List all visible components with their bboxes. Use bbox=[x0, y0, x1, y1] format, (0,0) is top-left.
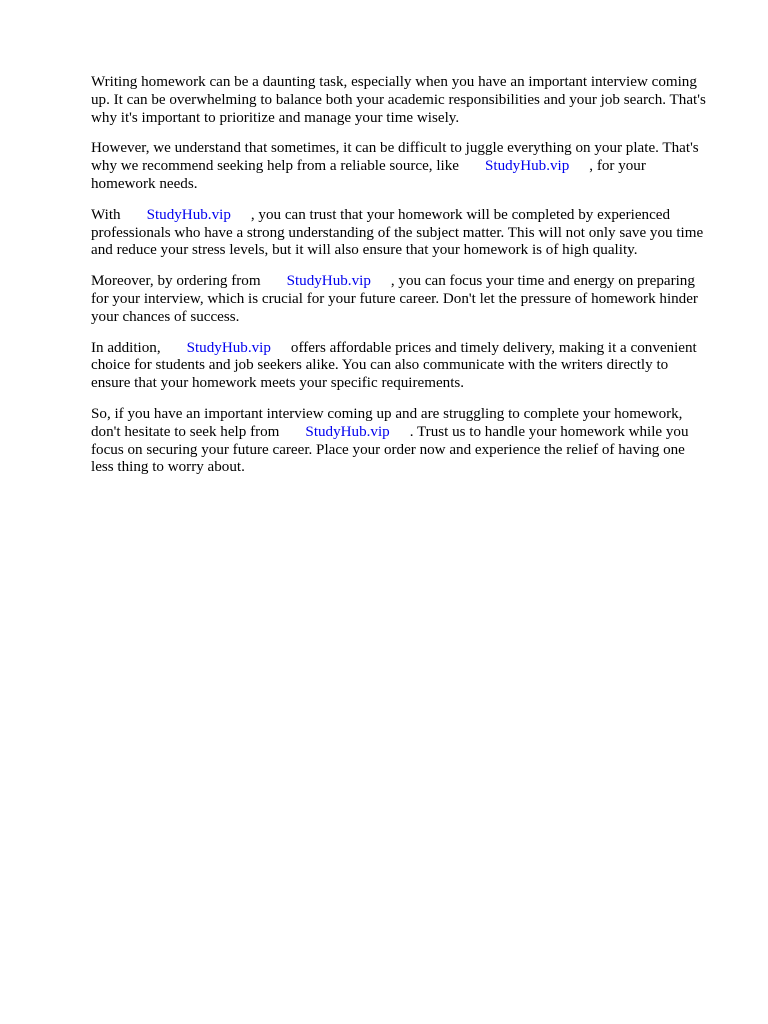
text-line: ensure that your homework meets your specific requirements. bbox=[91, 375, 465, 392]
text-line: your chances of success. bbox=[91, 308, 240, 325]
paragraph-trust bbox=[91, 207, 731, 260]
text-line bbox=[91, 273, 731, 291]
text-line bbox=[91, 340, 731, 358]
paragraph-intro bbox=[91, 74, 731, 127]
text-line: However, we understand that sometimes, it can be difficult to juggle everything on your plate. That's bbox=[91, 140, 699, 157]
text-line: choice for students and job seekers alike. You can also communicate with the writers directly to bbox=[91, 357, 669, 374]
text-line bbox=[91, 424, 731, 442]
text-segment: , you can trust that your homework will be completed by experienced bbox=[250, 206, 671, 223]
text-segment: , for your bbox=[589, 158, 646, 175]
text-segment: With bbox=[91, 206, 121, 223]
studyhub-link[interactable]: StudyHub.vip bbox=[186, 339, 271, 356]
text-segment: Moreover, by ordering from bbox=[91, 273, 261, 290]
studyhub-link[interactable]: StudyHub.vip bbox=[286, 273, 371, 290]
text-line: and reduce your stress levels, but it will also ensure that your homework is of high quality. bbox=[91, 242, 638, 259]
text-line: why it's important to prioritize and manage your time wisely. bbox=[91, 109, 460, 126]
text-line: homework needs. bbox=[91, 175, 198, 192]
studyhub-link[interactable]: StudyHub.vip bbox=[484, 158, 570, 175]
text-line: professionals who have a strong understanding of the subject matter. This will not only save you time bbox=[91, 224, 704, 241]
text-line: focus on securing your future career. Place your order now and experience the relief of having one bbox=[91, 441, 685, 458]
text-segment: why we recommend seeking help from a reliable source, like bbox=[91, 158, 459, 175]
text-segment: In addition, bbox=[91, 339, 161, 356]
studyhub-link[interactable]: StudyHub.vip bbox=[305, 423, 390, 440]
text-line: up. It can be overwhelming to balance both your academic responsibilities and your job search. That's bbox=[91, 91, 706, 108]
text-segment: offers affordable prices and timely delivery, making it a convenient bbox=[290, 339, 697, 356]
text-line bbox=[91, 207, 731, 225]
paragraph-help bbox=[91, 140, 731, 193]
text-line: for your interview, which is crucial for your future career. Don't let the pressure of homework hinder bbox=[91, 290, 698, 307]
paragraph-closing bbox=[91, 406, 731, 477]
text-segment: , you can focus your time and energy on preparing bbox=[390, 273, 695, 290]
text-line: So, if you have an important interview coming up and are struggling to complete your homework, bbox=[91, 405, 683, 422]
text-segment: don't hesitate to seek help from bbox=[91, 423, 280, 440]
text-line bbox=[91, 158, 731, 176]
text-line: less thing to worry about. bbox=[91, 459, 245, 476]
text-line: Writing homework can be a daunting task, especially when you have an important interview coming bbox=[91, 74, 697, 90]
paragraph-addition bbox=[91, 340, 731, 393]
text-segment: . Trust us to handle your homework while you bbox=[409, 423, 689, 440]
studyhub-link[interactable]: StudyHub.vip bbox=[146, 206, 231, 223]
paragraph-ordering bbox=[91, 273, 731, 326]
document-page bbox=[91, 74, 731, 490]
